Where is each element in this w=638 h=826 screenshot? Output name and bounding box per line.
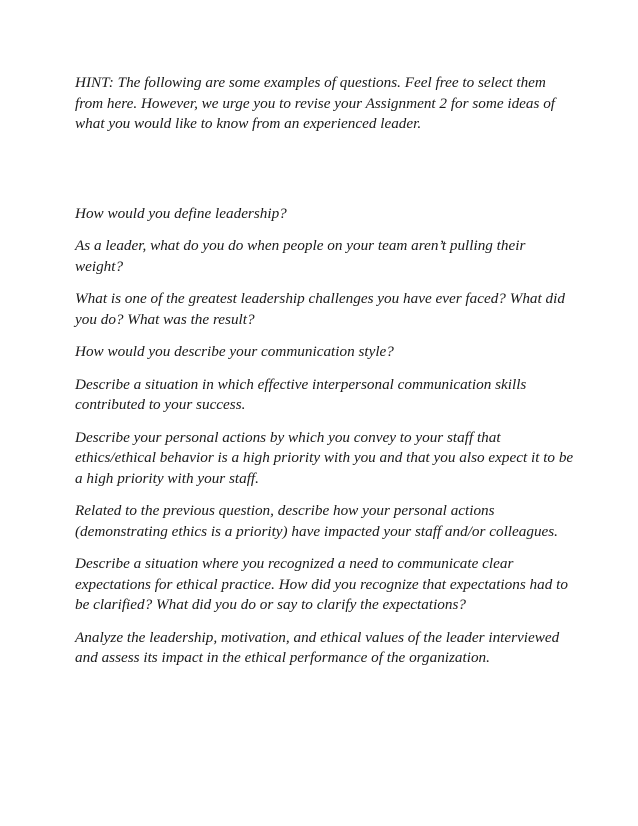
question-9: Analyze the leadership, motivation, and ethical values of the leader interviewed and assess its impact in the ethical performance of the organization. xyxy=(75,628,560,666)
question-5: Describe a situation in which effective interpersonal communication skills contributed to your success. xyxy=(75,375,527,413)
question-2: As a leader, what do you do when people on your team aren’t pulling their weight? xyxy=(75,237,526,275)
question-list xyxy=(75,204,575,669)
question-8: Describe a situation where you recognized a need to communicate clear expectations for ethical practice. How did you recognize that expectations had to be clarified? What did you do or say to clarify the expectations? xyxy=(75,555,568,613)
question-6: Describe your personal actions by which you convey to your staff that ethics/ethical behavior is a high priority with you and that you also expect it to be a high priority with your staff. xyxy=(75,428,574,487)
question-1: How would you define leadership? xyxy=(75,204,287,222)
document-body xyxy=(75,73,575,681)
question-7: Related to the previous question, describe how your personal actions (demonstrating ethics is a priority) have impacted your staff and/or colleagues. xyxy=(75,502,558,540)
hint-paragraph: HINT: The following are some examples of questions. Feel free to select them from here. However, we urge you to revise your Assignment 2 for some ideas of what you would like to know from an experienced leader. xyxy=(75,74,556,132)
question-4: How would you describe your communication style? xyxy=(75,343,394,360)
question-3: What is one of the greatest leadership challenges you have ever faced? What did you do? What was the result? xyxy=(75,290,565,328)
